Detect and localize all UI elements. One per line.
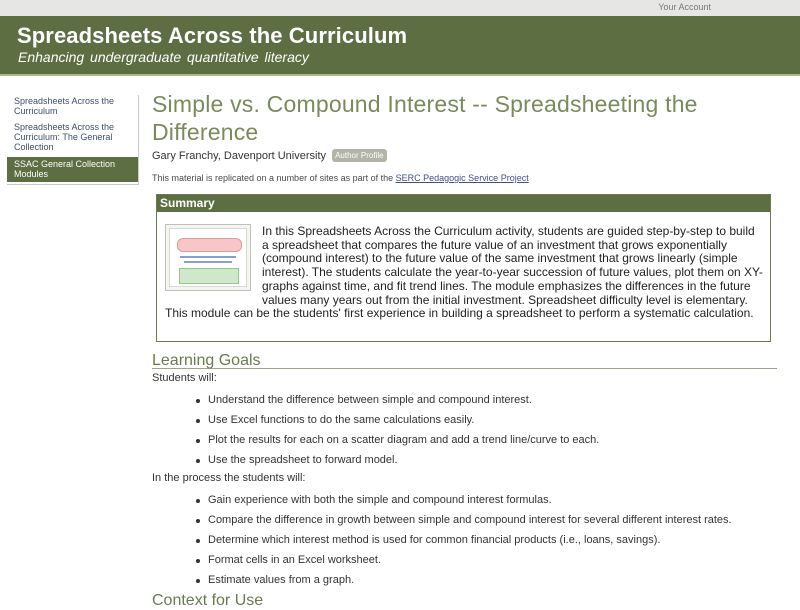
top-utility-bar [0, 0, 800, 17]
context-for-use-heading: Context for Use [152, 592, 264, 609]
goals-list-a [152, 390, 777, 470]
learning-goals-content [152, 371, 777, 590]
sidebar-divider [138, 95, 139, 185]
list-item: Gain experience with both the simple and compound interest formulas. [152, 490, 777, 510]
learning-goals-heading: Learning Goals [152, 352, 261, 369]
sidebar-nav [7, 95, 138, 185]
author-name: Gary Franchy, Davenport University [152, 150, 327, 162]
goals-list-b [152, 490, 777, 590]
author-line [152, 148, 777, 164]
list-item: Use the spreadsheet to forward model. [152, 450, 777, 470]
summary-body: In this Spreadsheets Across the Curriculum activity, students are guided step-by-step to build a spreadsheet that compares the future value of an investment that grows exponentially (compound interest) to the future value of the same investment that grows linearly (simple interest). The students calculate the year-to-year succession of future values, plot them on XY-graphs against time, and fit trend lines. The module emphasizes the differences in the future values many years out from the initial investment. Spreadsheet difficulty level is elementary. This module can be the students' first experience in building a spreadsheet to perform a systematic calculation. [165, 224, 763, 321]
list-item: Format cells in an Excel worksheet. [152, 550, 777, 570]
site-title[interactable]: Spreadsheets Across the Curriculum [17, 23, 408, 48]
lead-students-will: Students will: [152, 372, 217, 384]
serc-project-link[interactable]: SERC Pedagogic Service Project [395, 173, 529, 183]
your-account-link[interactable]: Your Account [658, 2, 711, 12]
list-item: Use Excel functions to do the same calculations easily. [152, 410, 777, 430]
replicated-text: This material is replicated on a number of sites as part of the [152, 173, 394, 183]
list-item: Compare the difference in growth between simple and compound interest for several different interest rates. [152, 510, 777, 530]
lead-in-process: In the process the students will: [152, 472, 306, 484]
learning-goals-header [152, 352, 777, 369]
summary-box [156, 194, 771, 342]
list-item: Plot the results for each on a scatter diagram and add a trend line/curve to each. [152, 430, 777, 450]
list-item: Determine which interest method is used for common financial products (i.e., loans, savings). [152, 530, 777, 550]
summary-heading: Summary [157, 195, 770, 212]
author-profile-button[interactable]: Author Profile [332, 149, 386, 162]
sidebar-item-collection-modules[interactable]: SSAC General Collection Modules [7, 157, 138, 182]
sidebar-bottom-rule [7, 184, 139, 185]
thumbnail-spacer [165, 225, 262, 294]
sidebar-item-general-collection[interactable]: Spreadsheets Across the Curriculum: The General Collection [14, 122, 115, 152]
list-item: Estimate values from a graph. [152, 570, 777, 590]
list-item: Understand the difference between simple and compound interest. [152, 390, 777, 410]
site-subtitle: Enhancing undergraduate quantitative literacy [18, 49, 309, 65]
summary-text [165, 225, 763, 321]
page-title: Simple vs. Compound Interest -- Spreadsheeting the Difference [152, 91, 698, 145]
sidebar-item-ssac-home[interactable]: Spreadsheets Across the Curriculum [14, 96, 115, 116]
site-banner [0, 16, 800, 76]
main-content [152, 90, 777, 183]
replicated-note [152, 173, 777, 183]
